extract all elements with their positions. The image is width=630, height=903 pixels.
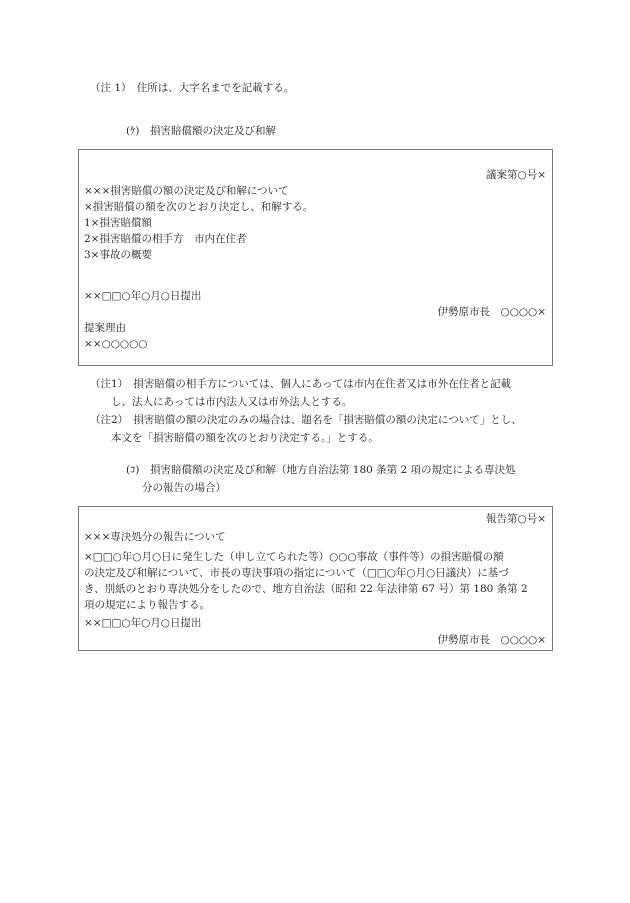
report-body-line: の決定及び和解について、市長の専決事項の指定について（□□○年○月○日議決）に基づ [84,567,509,579]
note-2-line1: （注2） 損害賠償の額の決定のみの場合は、題名を「損害賠償の額の決定について」とし、 [90,414,522,426]
proposal-line: 3×事故の概要 [84,249,152,261]
reason-text: ××○○○○○ [84,338,148,350]
reason-label: 提案理由 [84,322,126,334]
report-body-line: ×□□○年○月○日に発生した（申し立てられた等）○○○事故（事件等）の損害賠償の額 [84,551,504,563]
form-box-report [78,506,553,651]
note-1-line2: し、法人にあっては市内法人又は市外法人とする。 [111,396,353,408]
report-number: 報告第○号× [486,513,546,525]
proposal-signature: 伊勢原市長 ○○○○× [437,306,546,318]
report-signature: 伊勢原市長 ○○○○× [437,634,546,646]
note-1-line1: （注1） 損害賠償の相手方については、個人にあっては市内在住者又は市外在住者と記載 [90,378,512,390]
section-heading-ko: (ｺ) 損害賠償額の決定及び和解（地方自治法第 180 条第 2 項の規定による専決処 [126,464,516,476]
report-body-line: 項の規定により報告する。 [84,599,210,611]
note-2-line2: 本文を「損害賠償の額を次のとおり決定する。」とする。 [111,432,379,444]
proposal-line: ×××損害賠償の額の決定及び和解について [84,185,289,197]
proposal-line: ×損害賠償の額を次のとおり決定し、和解する。 [84,201,314,213]
proposal-line: 1×損害賠償額 [84,217,152,229]
form-box-proposal [78,149,553,366]
report-title: ×××専決処分の報告について [84,531,226,543]
section-heading-ke: (ｹ) 損害賠償額の決定及び和解 [126,125,276,137]
proposal-date: ××□□○年○月○日提出 [84,290,202,302]
proposal-line: 2×損害賠償の相手方 市内在住者 [84,233,247,245]
note-address: （注 1） 住所は、大字名までを記載する。 [90,82,295,94]
proposal-number: 議案第○号× [486,169,546,181]
report-date: ××□□○年○月○日提出 [84,617,202,629]
report-body-line: き、別紙のとおり専決処分をしたので、地方自治法（昭和 22 年法律第 67 号）第 180 条第 2 [84,583,528,595]
section-heading-ko-cont: 分の報告の場合） [142,482,226,494]
